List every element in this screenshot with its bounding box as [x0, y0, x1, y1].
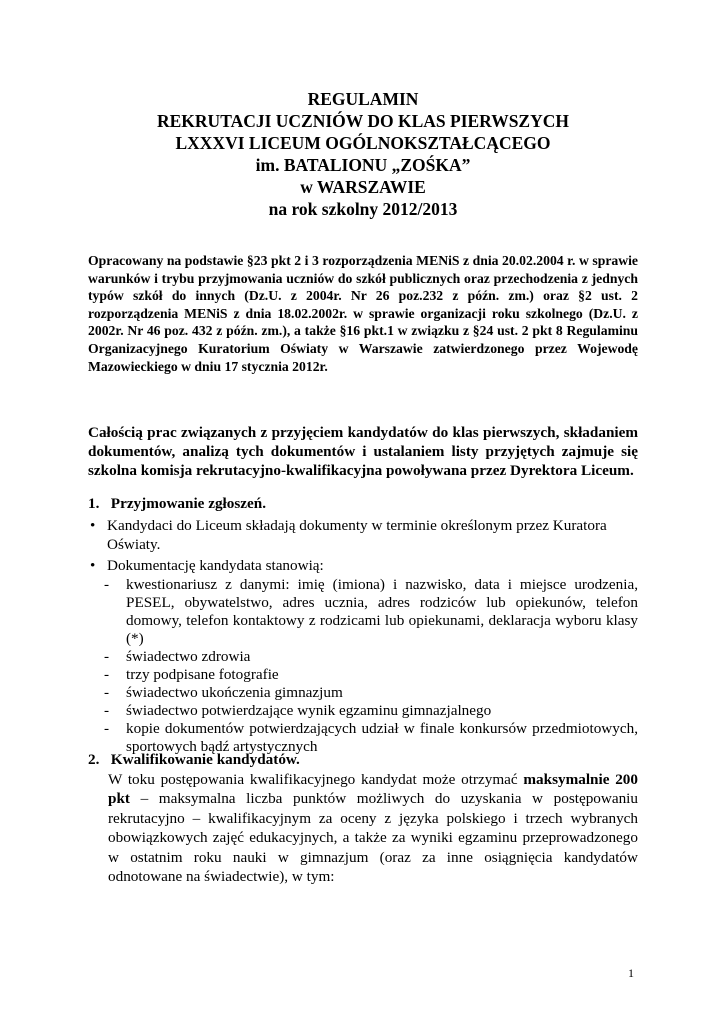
list-item	[104, 576, 638, 648]
page-number: 1	[628, 966, 634, 980]
list-item-text: świadectwo ukończenia gimnazjum	[126, 684, 343, 701]
document-title	[80, 88, 646, 220]
section-1-number: 1.	[88, 495, 100, 512]
bullet-text-documents: Dokumentację kandydata stanowią:	[107, 557, 324, 574]
list-item-text: trzy podpisane fotografie	[126, 666, 279, 683]
section-2-number: 2.	[88, 751, 100, 768]
title-line-recruitment: REKRUTACJI UCZNIÓW DO KLAS PIERWSZYCH	[157, 111, 569, 131]
bullet-item-deadline	[88, 516, 638, 554]
list-item-text: świadectwo zdrowia	[126, 648, 251, 665]
bullet-marker: •	[90, 517, 96, 534]
qualification-paragraph	[108, 770, 638, 886]
title-line-patron: im. BATALIONU „ZOŚKA”	[255, 155, 471, 175]
dash-marker: -	[104, 576, 110, 593]
dash-marker: -	[104, 702, 110, 719]
list-item	[104, 666, 638, 684]
list-item-text: kwestionariusz z danymi: imię (imiona) i nazwisko, data i miejsce urodzenia, PESEL, obywatelstwo, adres ucznia, adres rodziców lub opiekunów, telefon domowy, telefon kontaktowy z rodzicami lub opiekunami, deklaracja wyboru klasy (*)	[126, 576, 638, 647]
title-line-regulamin: REGULAMIN	[307, 89, 419, 109]
bullet-text-deadline: Kandydaci do Liceum składają dokumenty w terminie określonym przez Kuratora Oświaty.	[107, 517, 607, 553]
list-item-text: świadectwo potwierdzające wynik egzaminu gimnazjalnego	[126, 702, 492, 719]
bullet-marker: •	[90, 557, 96, 574]
list-item	[104, 684, 638, 702]
list-item	[104, 702, 638, 720]
dash-marker: -	[104, 648, 110, 665]
commission-paragraph: Całością prac związanych z przyjęciem kandydatów do klas pierwszych, składaniem dokumentów, analizą tych dokumentów i ustalaniem listy przyjętych zajmuje się szkolna komisja rekrutacyjno-kwalifikacyjna powoływana przez Dyrektora Liceum.	[88, 424, 638, 479]
max-points-emphasis: maksymalnie 200 pkt	[108, 771, 638, 808]
list-item-text: kopie dokumentów potwierdzających udział w finale konkursów przedmiotowych, sportowych bądź artystycznych	[126, 720, 638, 755]
section-2-title: Kwalifikowanie kandydatów.	[110, 751, 300, 768]
legal-basis-paragraph: Opracowany na podstawie §23 pkt 2 i 3 rozporządzenia MENiS z dnia 20.02.2004 r. w sprawie warunków i trybu przyjmowania uczniów do szkół publicznych oraz przechodzenia z jednych typów szkół do innych (Dz.U. z 2004r. Nr 26 poz.232 z późn. zm.) oraz §2 ust. 2 rozporządzenia MENiS z dnia 18.02.2002r. w sprawie organizacji roku szkolnego (Dz.U. z 2002r. Nr 46 poz. 432 z późn. zm.), a także §16 pkt.1 w związku z §24 ust. 2 pkt 8 Regulaminu Organizacyjnego Kuratorium Oświaty w Warszawie zatwierdzonego przez Wojewodę Mazowieckiego w dniu 17 stycznia 2012r.	[88, 253, 638, 374]
qualification-text-rest: – maksymalna liczba punktów możliwych do uzyskania w postępowaniu rekrutacyjno – kwalifikacyjnym za oceny z języka polskiego i trzech wybranych obowiązkowych zajęć edukacyjnych, a także za wyniki egzaminu przeprowadzonego w ostatnim roku nauki w gimnazjum (oraz za inne osiągnięcia kandydatów odnotowane na świadectwie), w tym:	[108, 790, 638, 886]
dash-marker: -	[104, 684, 110, 701]
title-line-city: w WARSZAWIE	[300, 177, 426, 197]
section-1-title: Przyjmowanie zgłoszeń.	[110, 495, 267, 512]
list-item	[104, 648, 638, 666]
dash-marker: -	[104, 666, 110, 683]
dash-marker: -	[104, 720, 110, 737]
bullet-item-documents	[88, 556, 638, 575]
title-line-school: LXXXVI LICEUM OGÓLNOKSZTAŁCĄCEGO	[175, 133, 551, 153]
qualification-text-start: W toku postępowania kwalifikacyjnego kandydat może otrzymać	[108, 771, 524, 788]
section-1-heading	[88, 494, 266, 513]
section-2-heading	[88, 750, 300, 769]
title-line-school-year: na rok szkolny 2012/2013	[268, 199, 458, 219]
documents-list	[104, 576, 638, 756]
